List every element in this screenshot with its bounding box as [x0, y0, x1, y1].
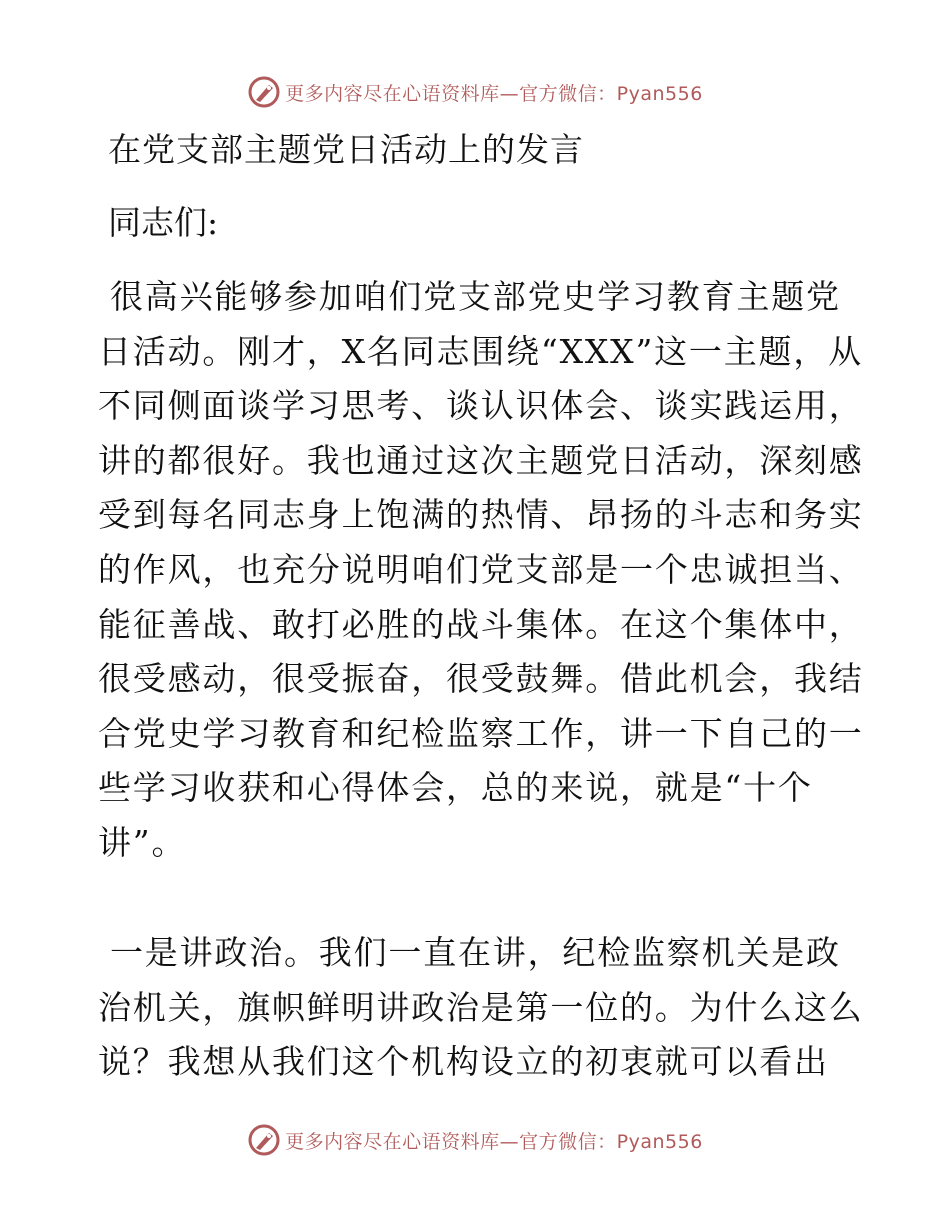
- paragraph-line: 些学习收获和心得体会，总的来说，就是“十个: [98, 768, 813, 808]
- paragraph-line: 治机关，旗帜鲜明讲政治是第一位的。为什么这么: [98, 987, 864, 1027]
- greeting: 同志们:: [108, 203, 219, 242]
- watermark-text: 更多内容尽在心语资料库—官方微信：Pyan556: [285, 82, 703, 105]
- paragraph-1: [98, 270, 864, 871]
- paragraph-line: 不同侧面谈学习思考、谈认识体会、谈实践运用，: [98, 386, 864, 426]
- pen-logo-icon: [247, 75, 281, 109]
- watermark-footer: [0, 1118, 950, 1162]
- paragraph-line: 讲”。: [98, 822, 187, 862]
- paragraph-line: 合党史学习教育和纪检监察工作，讲一下自己的一: [98, 713, 864, 753]
- paragraph-2: [98, 926, 864, 1090]
- paragraph-line: 一是讲政治。我们一直在讲，纪检监察机关是政: [110, 933, 841, 972]
- paragraph-line: 日活动。刚才，X名同志围绕“XXX”这一主题，从: [98, 331, 863, 371]
- paragraph-line: 能征善战、敢打必胜的战斗集体。在这个集体中，: [98, 604, 864, 644]
- pen-logo-icon: [247, 1123, 281, 1157]
- paragraph-line: 说？我想从我们这个机构设立的初衷就可以看出: [98, 1042, 829, 1082]
- paragraph-line: 很高兴能够参加咱们党支部党史学习教育主题党: [110, 277, 841, 316]
- document-title: 在党支部主题党日活动上的发言: [108, 130, 584, 169]
- paragraph-line: 讲的都很好。我也通过这次主题党日活动，深刻感: [98, 440, 864, 480]
- watermark-text: 更多内容尽在心语资料库—官方微信：Pyan556: [285, 1130, 703, 1153]
- paragraph-line: 受到每名同志身上饱满的热情、昂扬的斗志和务实: [98, 495, 864, 535]
- paragraph-line: 的作风，也充分说明咱们党支部是一个忠诚担当、: [98, 549, 864, 589]
- watermark-header: [0, 70, 950, 114]
- paragraph-line: 很受感动，很受振奋，很受鼓舞。借此机会，我结: [98, 659, 864, 699]
